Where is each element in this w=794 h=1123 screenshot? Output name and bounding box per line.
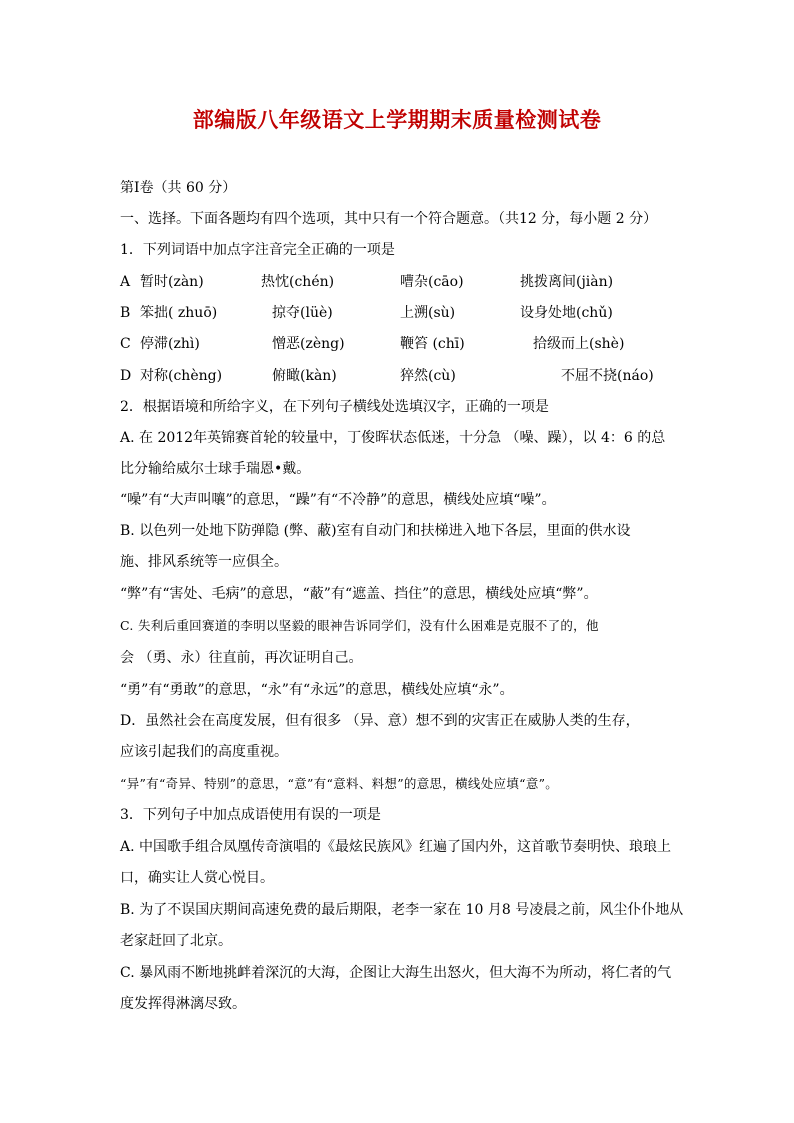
option-item: 不屈不挠(náo) xyxy=(561,368,654,384)
question-2-option-b-cont: 施、排风系统等一应俱全。 xyxy=(120,554,288,570)
question-3-option-b-cont: 老家赶回了北京。 xyxy=(120,933,232,949)
option-label: C xyxy=(120,336,131,352)
option-item: 俯瞰(kàn) xyxy=(272,368,337,384)
section-heading: 第Ⅰ卷（共 60 分） xyxy=(120,180,237,196)
question-2-option-c: C. 失利后重回赛道的李明以坚毅的眼神告诉同学们，没有什么困难是克服不了的，他 xyxy=(120,618,599,633)
question-2-option-c-cont: 会 （勇、永）往直前，再次证明自己。 xyxy=(120,650,363,666)
option-item: 猝然(cù) xyxy=(400,368,456,384)
question-3-option-c-cont: 度发挥得淋漓尽致。 xyxy=(120,996,246,1012)
option-item: 挑拨离间(jiàn) xyxy=(520,274,614,290)
question-2-option-d: D．虽然社会在高度发展，但有很多 （异、意）想不到的灾害正在威胁人类的生存， xyxy=(120,713,640,729)
page-title: 部编版八年级语文上学期期末质量检测试卷 xyxy=(192,107,602,132)
question-3-option-c: C. 暴风雨不断地挑衅着深沉的大海，企图让大海生出怒火，但大海不为所动，将仁者的气 xyxy=(120,965,672,981)
question-2-option-c-note: “勇”有“勇敢”的意思，“永”有“永远”的意思，横线处应填“永”。 xyxy=(120,682,514,698)
question-3-option-a: A. 中国歌手组合凤凰传奇演唱的《最炫民族风》红遍了国内外，这首歌节奏明快、琅琅上 xyxy=(120,839,672,855)
option-label: A xyxy=(120,274,131,290)
question-3-option-a-cont: 口，确实让人赏心悦目。 xyxy=(120,870,274,886)
option-label: D xyxy=(120,368,132,384)
question-3-stem: 3．下列句子中加点成语使用有误的一项是 xyxy=(120,807,381,823)
option-item: 停滞(zhì) xyxy=(140,336,200,352)
option-item: 鞭笞 (chī) xyxy=(400,336,465,352)
option-item: 拾级而上(shè) xyxy=(533,336,625,352)
option-item: 憎恶(zèng) xyxy=(272,336,345,352)
question-2-option-b: B. 以色列一处地下防弹隐 (弊、蔽)室有自动门和扶梯进入地下各层，里面的供水设 xyxy=(120,523,631,539)
option-label: B xyxy=(120,305,131,321)
question-2-option-b-note: “弊”有“害处、毛病”的意思，“蔽”有“遮盖、挡住”的意思，横线处应填“弊”。 xyxy=(120,586,598,602)
part-instructions: 一、选择。下面各题均有四个选项，其中只有一个符合题意。（共12 分，每小题 2 分） xyxy=(120,211,658,227)
question-2-option-a-note: “噪”有“大声叫嚷”的意思，“躁”有“不冷静”的意思，横线处应填“噪”。 xyxy=(120,492,556,508)
question-3-option-b: B. 为了不误国庆期间高速免费的最后期限，老李一家在 10 月8 号凌晨之前，风尘仆仆地从 xyxy=(120,902,684,918)
option-item: 笨拙( zhuō) xyxy=(140,305,218,321)
option-item: 暂时(zàn) xyxy=(140,274,204,290)
question-2-stem: 2．根据语境和所给字义，在下列句子横线处选填汉字，正确的一项是 xyxy=(120,399,549,415)
question-2-option-a: A. 在 2012年英锦赛首轮的较量中，丁俊晖状态低迷，十分急 （噪、躁），以 4：6 的总 xyxy=(120,430,666,446)
question-1-stem: 1．下列词语中加点字注音完全正确的一项是 xyxy=(120,242,395,258)
question-2-option-d-note: “异”有“奇异、特别”的意思，“意”有“意料、料想”的意思，横线处应填“意”。 xyxy=(120,776,559,791)
option-item: 上溯(sù) xyxy=(400,305,456,321)
option-item: 嘈杂(cāo) xyxy=(400,274,464,290)
option-item: 掠夺(lüè) xyxy=(272,305,333,321)
question-2-option-a-cont: 比分输给威尔士球手瑞恩•戴。 xyxy=(120,461,311,477)
option-item: 设身处地(chǔ) xyxy=(520,305,613,321)
option-item: 热忱(chén) xyxy=(261,274,335,290)
question-2-option-d-cont: 应该引起我们的高度重视。 xyxy=(120,744,288,760)
option-item: 对称(chèng) xyxy=(140,368,223,384)
